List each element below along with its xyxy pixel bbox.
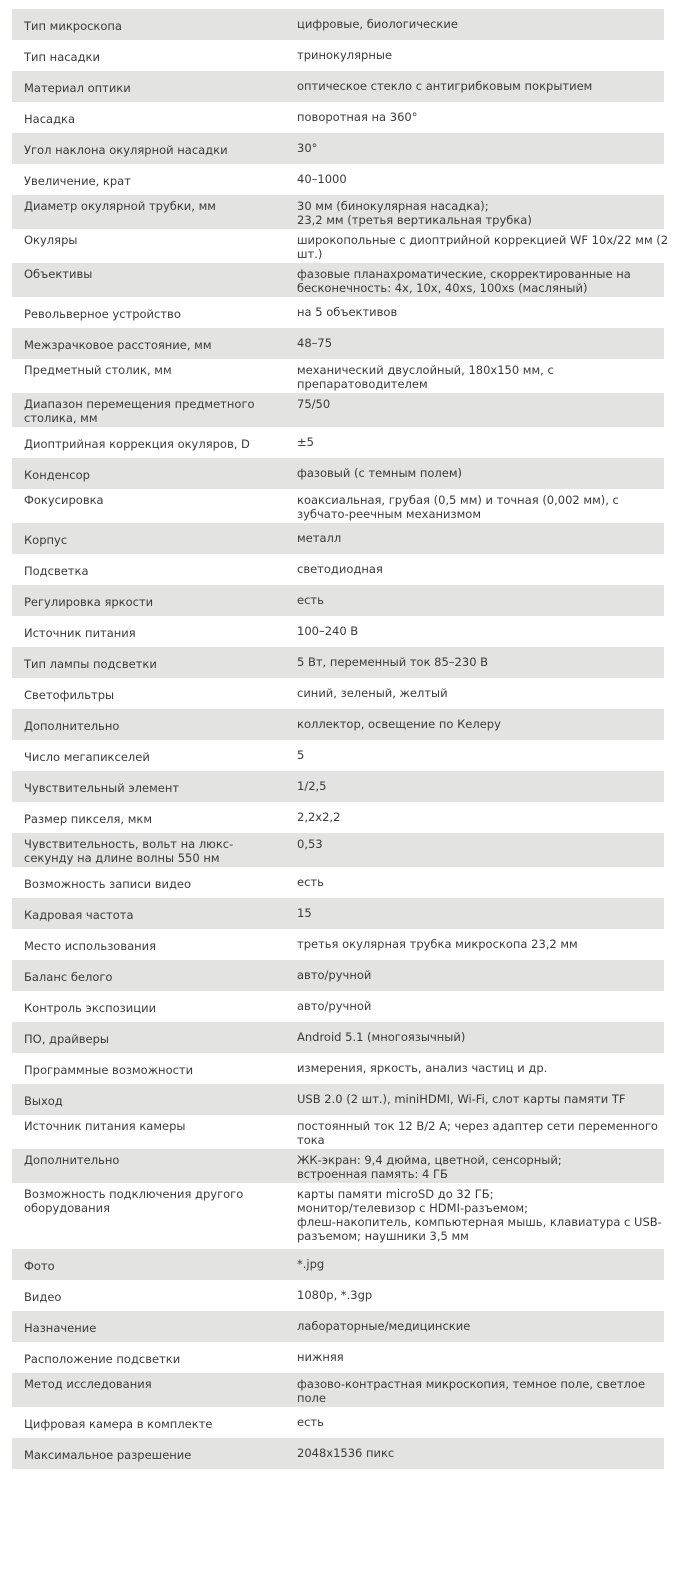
spec-row <box>12 9 664 40</box>
spec-name <box>12 1115 285 1149</box>
spec-name-line: Число мегапикселей <box>24 750 150 764</box>
spec-value-line: авто/ручной <box>297 968 372 982</box>
spec-value-line: *.jpg <box>297 1257 325 1271</box>
spec-name-line: Видео <box>24 1290 62 1304</box>
spec-name <box>12 585 285 616</box>
spec-value-line: синий, зеленый, желтый <box>297 686 448 700</box>
spec-name-line: Дополнительно <box>24 1153 120 1167</box>
spec-name <box>12 427 285 458</box>
spec-name-line: Возможность записи видео <box>24 877 192 891</box>
spec-name-line: Окуляры <box>24 233 78 247</box>
spec-name-line: Тип микроскопа <box>24 19 122 33</box>
spec-row <box>12 929 664 960</box>
spec-row <box>12 554 664 585</box>
spec-row <box>12 195 664 229</box>
spec-value <box>285 585 664 616</box>
spec-row <box>12 359 664 393</box>
spec-name-line: Тип лампы подсветки <box>24 657 157 671</box>
spec-value <box>285 678 664 709</box>
spec-name <box>12 647 285 678</box>
spec-value <box>285 554 664 585</box>
spec-name <box>12 616 285 647</box>
spec-name-line: Диоптрийная коррекция окуляров, D <box>24 437 250 451</box>
spec-name <box>12 297 285 328</box>
spec-row <box>12 1053 664 1084</box>
spec-name <box>12 929 285 960</box>
spec-value-line: нижняя <box>297 1350 344 1364</box>
spec-row <box>12 1311 664 1342</box>
spec-value-line: 15 <box>297 906 312 920</box>
spec-row <box>12 647 664 678</box>
spec-value <box>285 297 664 328</box>
spec-value-line: коаксиальная, грубая (0,5 мм) и точная (0,002 мм), с <box>297 493 619 507</box>
spec-value <box>285 164 664 195</box>
spec-row <box>12 1022 664 1053</box>
spec-row <box>12 802 664 833</box>
spec-name-line: Фото <box>24 1259 55 1273</box>
spec-row <box>12 1115 664 1149</box>
spec-row <box>12 1373 664 1407</box>
spec-value <box>285 929 664 960</box>
spec-name-line: Увеличение, крат <box>24 174 131 188</box>
spec-row <box>12 898 664 929</box>
spec-value <box>285 1115 664 1149</box>
spec-name-line: Диаметр окулярной трубки, мм <box>24 199 216 213</box>
spec-name <box>12 195 285 229</box>
spec-name <box>12 1373 285 1407</box>
spec-value-line: поворотная на 360° <box>297 110 418 124</box>
spec-value <box>285 523 664 554</box>
spec-value <box>285 898 664 929</box>
spec-value-line: поле <box>297 1391 326 1405</box>
spec-value-line: постоянный ток 12 В/2 А; через адаптер сети переменного <box>297 1119 658 1133</box>
spec-value <box>285 1084 664 1115</box>
spec-value-line: фазовый (с темным полем) <box>297 466 463 480</box>
spec-name <box>12 833 285 867</box>
spec-row <box>12 458 664 489</box>
spec-name-line: секунду на длине волны 550 нм <box>24 851 220 865</box>
spec-name <box>12 709 285 740</box>
spec-value <box>285 1022 664 1053</box>
spec-value-line: цифровые, биологические <box>297 17 458 31</box>
spec-value-line: 30 мм (бинокулярная насадка); <box>297 199 489 213</box>
spec-name-line: Назначение <box>24 1321 97 1335</box>
spec-name-line: ПО, драйверы <box>24 1032 110 1046</box>
spec-name <box>12 1311 285 1342</box>
spec-value-line: 1/2,5 <box>297 779 327 793</box>
spec-row <box>12 328 664 359</box>
spec-value <box>285 1373 664 1407</box>
spec-row <box>12 40 664 71</box>
spec-value <box>285 427 664 458</box>
spec-value <box>285 229 669 263</box>
spec-name-line: Объективы <box>24 267 93 281</box>
spec-value <box>285 71 664 102</box>
spec-name <box>12 40 285 71</box>
spec-name <box>12 1183 285 1249</box>
spec-value-line: лабораторные/медицинские <box>297 1319 471 1333</box>
spec-name <box>12 164 285 195</box>
spec-row <box>12 771 664 802</box>
spec-value-line: коллектор, освещение по Келеру <box>297 717 501 731</box>
spec-value-line: фазово-контрастная микроскопия, темное поле, светлое <box>297 1377 646 1391</box>
spec-row <box>12 393 664 427</box>
spec-row <box>12 1280 664 1311</box>
spec-name <box>12 678 285 709</box>
spec-row <box>12 297 664 328</box>
spec-value <box>285 133 664 164</box>
spec-value-line: тока <box>297 1133 325 1147</box>
spec-value-line: встроенная память: 4 ГБ <box>297 1167 448 1181</box>
spec-value <box>285 1053 664 1084</box>
spec-name-line: Подсветка <box>24 564 89 578</box>
spec-row <box>12 833 664 867</box>
spec-value-line: разъемом; наушники 3,5 мм <box>297 1229 469 1243</box>
spec-value-line: 30° <box>297 141 318 155</box>
spec-name <box>12 1084 285 1115</box>
spec-name <box>12 740 285 771</box>
spec-row <box>12 523 664 554</box>
spec-value-line: зубчато-реечным механизмом <box>297 507 482 521</box>
spec-value-line: 100–240 В <box>297 624 359 638</box>
spec-value <box>285 9 664 40</box>
spec-value <box>285 771 664 802</box>
spec-name-line: Револьверное устройство <box>24 307 181 321</box>
spec-name-line: Выход <box>24 1094 63 1108</box>
spec-row <box>12 678 664 709</box>
spec-name <box>12 1407 285 1438</box>
spec-name <box>12 71 285 102</box>
spec-name-line: Контроль экспозиции <box>24 1001 157 1015</box>
spec-name <box>12 771 285 802</box>
spec-name-line: столика, мм <box>24 411 98 425</box>
spec-value-line: механический двуслойный, 180x150 мм, с <box>297 363 554 377</box>
spec-value-line: 0,53 <box>297 837 323 851</box>
spec-value <box>285 263 664 297</box>
spec-name <box>12 102 285 133</box>
spec-value-line: 5 <box>297 748 305 762</box>
spec-row <box>12 489 664 523</box>
spec-value-line: 2048x1536 пикс <box>297 1446 395 1460</box>
spec-row <box>12 991 664 1022</box>
spec-row <box>12 133 664 164</box>
spec-row <box>12 71 664 102</box>
spec-name <box>12 898 285 929</box>
spec-name-line: Межзрачковое расстояние, мм <box>24 338 212 352</box>
spec-value-line: ЖК-экран: 9,4 дюйма, цветной, сенсорный; <box>297 1153 562 1167</box>
spec-row <box>12 1438 664 1469</box>
spec-row <box>12 960 664 991</box>
spec-name-line: Программные возможности <box>24 1063 194 1077</box>
spec-name <box>12 523 285 554</box>
spec-row <box>12 1249 664 1280</box>
spec-value-line: есть <box>297 1415 324 1429</box>
spec-value <box>285 991 664 1022</box>
spec-name-line: Чувствительный элемент <box>24 781 180 795</box>
spec-row <box>12 263 664 297</box>
spec-name <box>12 393 285 427</box>
spec-name-line: Корпус <box>24 533 68 547</box>
spec-value <box>285 709 664 740</box>
spec-name <box>12 229 285 263</box>
spec-value <box>285 1183 664 1249</box>
spec-name-line: Регулировка яркости <box>24 595 154 609</box>
spec-value <box>285 1407 664 1438</box>
spec-value-line: шт.) <box>297 247 323 261</box>
spec-value-line: есть <box>297 593 324 607</box>
spec-value-line: 1080p, *.3gp <box>297 1288 373 1302</box>
spec-value <box>285 740 664 771</box>
spec-value <box>285 359 664 393</box>
spec-value-line: монитор/телевизор с HDMI-разъемом; <box>297 1201 529 1215</box>
spec-value-line: на 5 объективов <box>297 305 398 319</box>
spec-name-line: Конденсор <box>24 468 90 482</box>
spec-value-line: Android 5.1 (многоязычный) <box>297 1030 466 1044</box>
spec-value-line: есть <box>297 875 324 889</box>
spec-name <box>12 991 285 1022</box>
spec-row <box>12 1149 664 1183</box>
spec-name <box>12 1149 285 1183</box>
spec-name <box>12 867 285 898</box>
spec-value <box>285 1342 664 1373</box>
spec-name <box>12 1022 285 1053</box>
spec-name-line: Размер пикселя, мкм <box>24 812 153 826</box>
spec-value-line: USB 2.0 (2 шт.), miniHDMI, Wi-Fi, слот карты памяти TF <box>297 1092 626 1106</box>
spec-value-line: 48–75 <box>297 336 333 350</box>
spec-value <box>285 833 664 867</box>
spec-value <box>285 1311 664 1342</box>
spec-name-line: Источник питания <box>24 626 136 640</box>
spec-name-line: Баланс белого <box>24 970 113 984</box>
spec-row <box>12 709 664 740</box>
spec-name <box>12 802 285 833</box>
spec-row <box>12 1084 664 1115</box>
spec-row <box>12 616 664 647</box>
spec-value-line: 2,2x2,2 <box>297 810 341 824</box>
spec-name <box>12 1053 285 1084</box>
spec-row <box>12 867 664 898</box>
spec-value-line: тринокулярные <box>297 48 393 62</box>
spec-value <box>285 802 664 833</box>
spec-name <box>12 9 285 40</box>
spec-value <box>285 489 664 523</box>
spec-value-line: авто/ручной <box>297 999 372 1013</box>
spec-value <box>285 960 664 991</box>
specifications-table <box>12 9 669 1469</box>
spec-value <box>285 1438 664 1469</box>
spec-name-line: оборудования <box>24 1201 110 1215</box>
spec-name-line: Максимальное разрешение <box>24 1448 192 1462</box>
spec-value-line: широкопольные с диоптрийной коррекцией WF 10x/22 мм (2 <box>297 233 669 247</box>
spec-name <box>12 554 285 585</box>
spec-name-line: Метод исследования <box>24 1377 152 1391</box>
spec-value <box>285 102 664 133</box>
spec-row <box>12 585 664 616</box>
spec-value <box>285 1280 664 1311</box>
spec-name-line: Светофильтры <box>24 688 115 702</box>
spec-value <box>285 40 664 71</box>
spec-value <box>285 458 664 489</box>
spec-value-line: фазовые планахроматические, скорректированные на <box>297 267 631 281</box>
spec-name-line: Чувствительность, вольт на люкс- <box>24 837 234 851</box>
spec-value <box>285 616 664 647</box>
spec-value-line: 5 Вт, переменный ток 85–230 В <box>297 655 489 669</box>
spec-name-line: Возможность подключения другого <box>24 1187 244 1201</box>
spec-value <box>285 393 664 427</box>
spec-value-line: светодиодная <box>297 562 383 576</box>
spec-value <box>285 1149 664 1183</box>
spec-name-line: Кадровая частота <box>24 908 134 922</box>
spec-row <box>12 229 664 263</box>
spec-value-line: 75/50 <box>297 397 331 411</box>
spec-value-line: ±5 <box>297 435 314 449</box>
spec-name <box>12 1249 285 1280</box>
spec-row <box>12 427 664 458</box>
spec-row <box>12 164 664 195</box>
spec-name-line: Источник питания камеры <box>24 1119 186 1133</box>
spec-value-line: бесконечность: 4x, 10x, 40xs, 100xs (масляный) <box>297 281 588 295</box>
spec-value <box>285 1249 664 1280</box>
spec-value-line: металл <box>297 531 342 545</box>
spec-row <box>12 1342 664 1373</box>
spec-name-line: Фокусировка <box>24 493 104 507</box>
spec-row <box>12 740 664 771</box>
spec-name-line: Материал оптики <box>24 81 131 95</box>
spec-name <box>12 133 285 164</box>
spec-name-line: Расположение подсветки <box>24 1352 181 1366</box>
spec-value-line: 40–1000 <box>297 172 347 186</box>
spec-name <box>12 1280 285 1311</box>
spec-value-line: препаратоводителем <box>297 377 428 391</box>
spec-value-line: карты памяти microSD до 32 ГБ; <box>297 1187 494 1201</box>
spec-name-line: Место использования <box>24 939 157 953</box>
spec-row <box>12 1407 664 1438</box>
spec-value-line: флеш-накопитель, компьютерная мышь, клавиатура с USB- <box>297 1215 662 1229</box>
spec-name <box>12 263 285 297</box>
specifications-body <box>12 9 669 1469</box>
spec-name-line: Угол наклона окулярной насадки <box>24 143 228 157</box>
spec-value <box>285 867 664 898</box>
spec-value-line: третья окулярная трубка микроскопа 23,2 мм <box>297 937 578 951</box>
spec-name-line: Насадка <box>24 112 76 126</box>
spec-value-line: измерения, яркость, анализ частиц и др. <box>297 1061 548 1075</box>
spec-name <box>12 1438 285 1469</box>
spec-name <box>12 1342 285 1373</box>
spec-name-line: Дополнительно <box>24 719 120 733</box>
spec-value-line: 23,2 мм (третья вертикальная трубка) <box>297 213 532 227</box>
spec-row <box>12 102 664 133</box>
spec-name <box>12 458 285 489</box>
spec-name <box>12 328 285 359</box>
spec-name-line: Цифровая камера в комплекте <box>24 1417 213 1431</box>
spec-value-line: оптическое стекло с антигрибковым покрытием <box>297 79 593 93</box>
spec-name <box>12 359 285 393</box>
spec-value <box>285 328 664 359</box>
spec-name <box>12 960 285 991</box>
spec-name-line: Предметный столик, мм <box>24 363 172 377</box>
spec-row <box>12 1183 664 1249</box>
spec-value <box>285 647 664 678</box>
spec-name <box>12 489 285 523</box>
spec-value <box>285 195 664 229</box>
spec-name-line: Диапазон перемещения предметного <box>24 397 255 411</box>
spec-name-line: Тип насадки <box>24 50 100 64</box>
